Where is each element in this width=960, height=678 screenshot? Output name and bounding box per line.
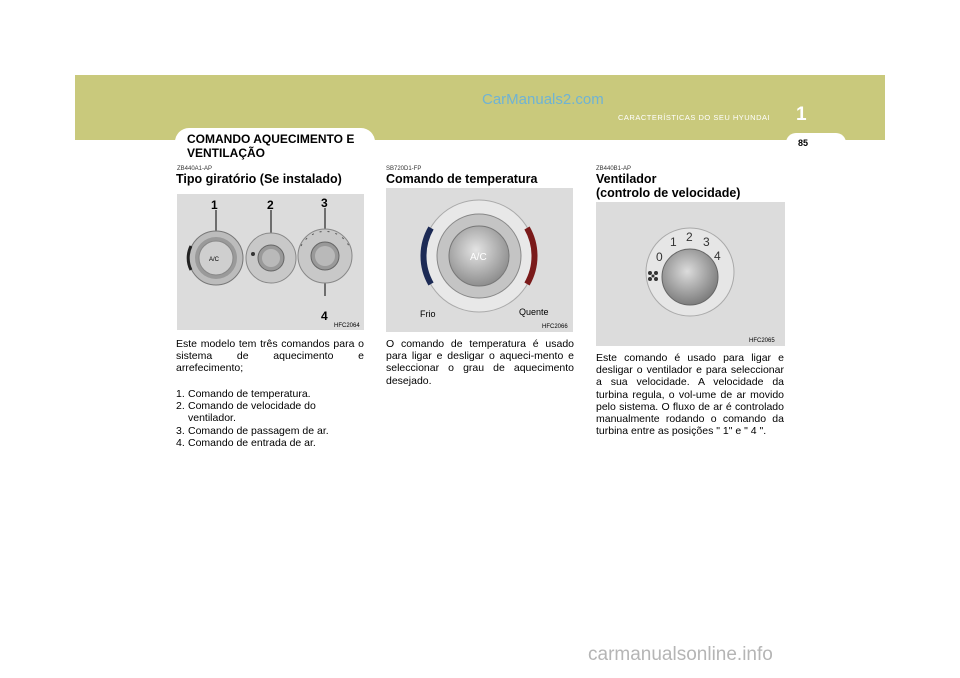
knob-ac-label: A/C — [209, 257, 220, 263]
col1-figure — [177, 194, 364, 330]
col3-body: Este comando é usado para ligar e desligar o ventilador e para seleccionar a sua velocidade. A velocidade da turbina regula, o vol-ume de ar movido pelo sistema. O fluxo de ar é controlado manualmente rodando o comando da turbina entre as posições " 1" e " 4 ". — [596, 352, 784, 438]
speed-2: 2 — [686, 230, 693, 244]
col2-heading: Comando de temperatura — [386, 172, 538, 186]
callout-3: 3 — [321, 196, 328, 210]
chapter-title: CARACTERÍSTICAS DO SEU HYUNDAI — [618, 113, 771, 122]
col1-code: ZB440A1-AP — [177, 166, 213, 172]
speed-3: 3 — [703, 235, 710, 249]
col1-intro: Este modelo tem três comandos para o sistema de aquecimento e arrefecimento; — [176, 338, 364, 375]
list-item: 1. Comando de temperatura. — [176, 388, 311, 400]
site-title[interactable]: CarManuals2.com — [482, 91, 604, 108]
chapter-number: 1 — [796, 104, 807, 125]
page-number-tab — [786, 133, 846, 151]
hot-label: Quente — [519, 307, 549, 317]
callout-1: 1 — [211, 198, 218, 212]
col1-figure-code: HFC2064 — [334, 323, 360, 329]
fan-speed-knob-illustration — [596, 202, 785, 346]
col2-body: O comando de temperatura é usado para ligar e desligar o aqueci-mento e seleccionar o grau de aquecimento desejado. — [386, 338, 574, 387]
speed-4: 4 — [714, 249, 721, 263]
list-item: 4. Comando de entrada de ar. — [176, 436, 316, 449]
section-title: COMANDO AQUECIMENTO E VENTILAÇÃO — [187, 132, 355, 160]
col3-code: ZB440B1-AP — [596, 166, 632, 172]
col1-list — [176, 388, 366, 449]
list-item: 2. Comando de velocidade do ventilador. — [176, 400, 316, 425]
col2-figure-code: HFC2066 — [542, 324, 568, 330]
col3-heading-2: (controlo de velocidade) — [596, 186, 741, 200]
col3-figure — [596, 202, 785, 346]
callout-2: 2 — [267, 198, 274, 212]
col2-code: SB720D1-FP — [386, 166, 422, 172]
footer-watermark[interactable]: carmanualsonline.info — [588, 644, 773, 665]
hvac-panel-illustration — [177, 194, 364, 330]
col1-heading: Tipo giratório (Se instalado) — [176, 172, 342, 186]
knob-ac-label: A/C — [470, 252, 487, 263]
speed-1: 1 — [670, 235, 677, 249]
speed-0: 0 — [656, 250, 663, 264]
cold-label: Frio — [420, 309, 436, 319]
callout-4: 4 — [321, 309, 328, 323]
col3-figure-code: HFC2065 — [749, 338, 775, 344]
col3-heading-1: Ventilador — [596, 172, 657, 186]
list-item: 3. Comando de passagem de ar. — [176, 424, 329, 437]
page-number: 85 — [798, 138, 809, 148]
